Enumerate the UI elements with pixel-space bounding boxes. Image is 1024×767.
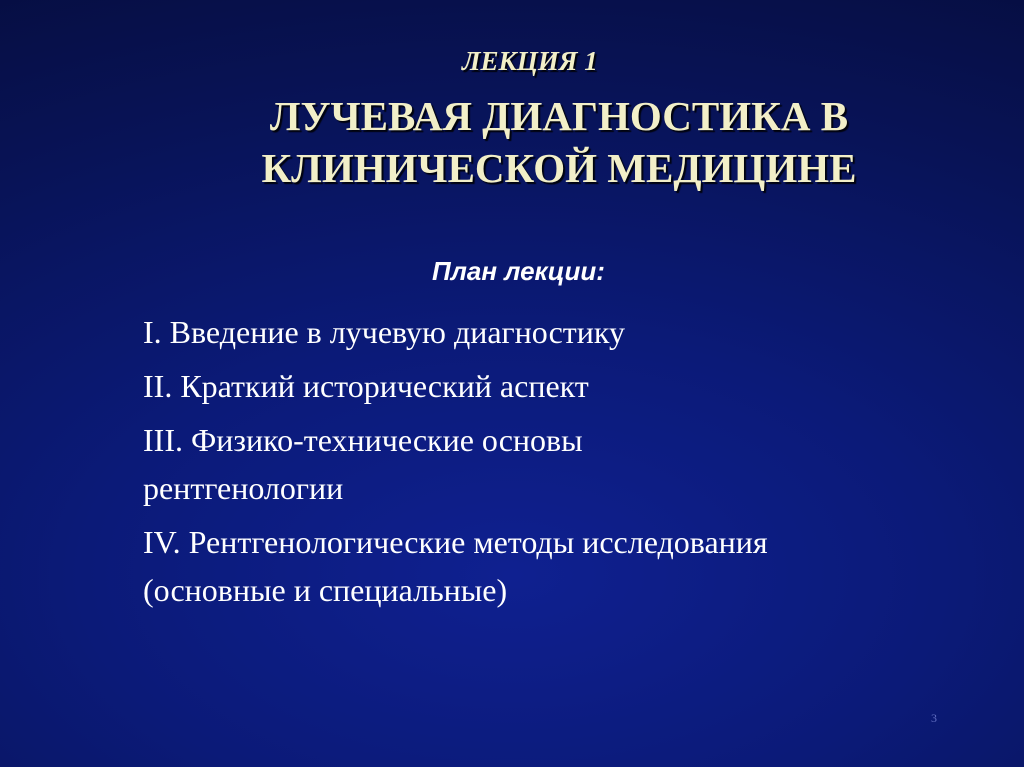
- slide-title-line: ЛУЧЕВАЯ ДИАГНОСТИКА В: [269, 93, 849, 139]
- lecture-label: ЛЕКЦИЯ 1: [462, 46, 598, 76]
- outline-item-text: рентгенологии: [143, 470, 344, 506]
- outline-item: [143, 416, 983, 512]
- outline-item: [143, 362, 983, 410]
- slide-number: 3: [931, 711, 937, 725]
- outline-item: [143, 518, 983, 614]
- outline-item-text: (основные и специальные): [143, 572, 508, 608]
- outline-item-text: I. Введение в лучевую диагностику: [143, 314, 625, 350]
- outline-item-text: II. Краткий исторический аспект: [143, 368, 589, 404]
- plan-heading: План лекции:: [432, 256, 605, 286]
- slide-title-line: КЛИНИЧЕСКОЙ МЕДИЦИНЕ: [261, 145, 857, 191]
- outline-item: [143, 308, 983, 356]
- outline-item-text: IV. Рентгенологические методы исследования: [143, 524, 768, 560]
- outline-item-text: III. Физико-технические основы: [143, 422, 583, 458]
- lecture-outline: [143, 308, 983, 620]
- slide-title: [0, 90, 1024, 194]
